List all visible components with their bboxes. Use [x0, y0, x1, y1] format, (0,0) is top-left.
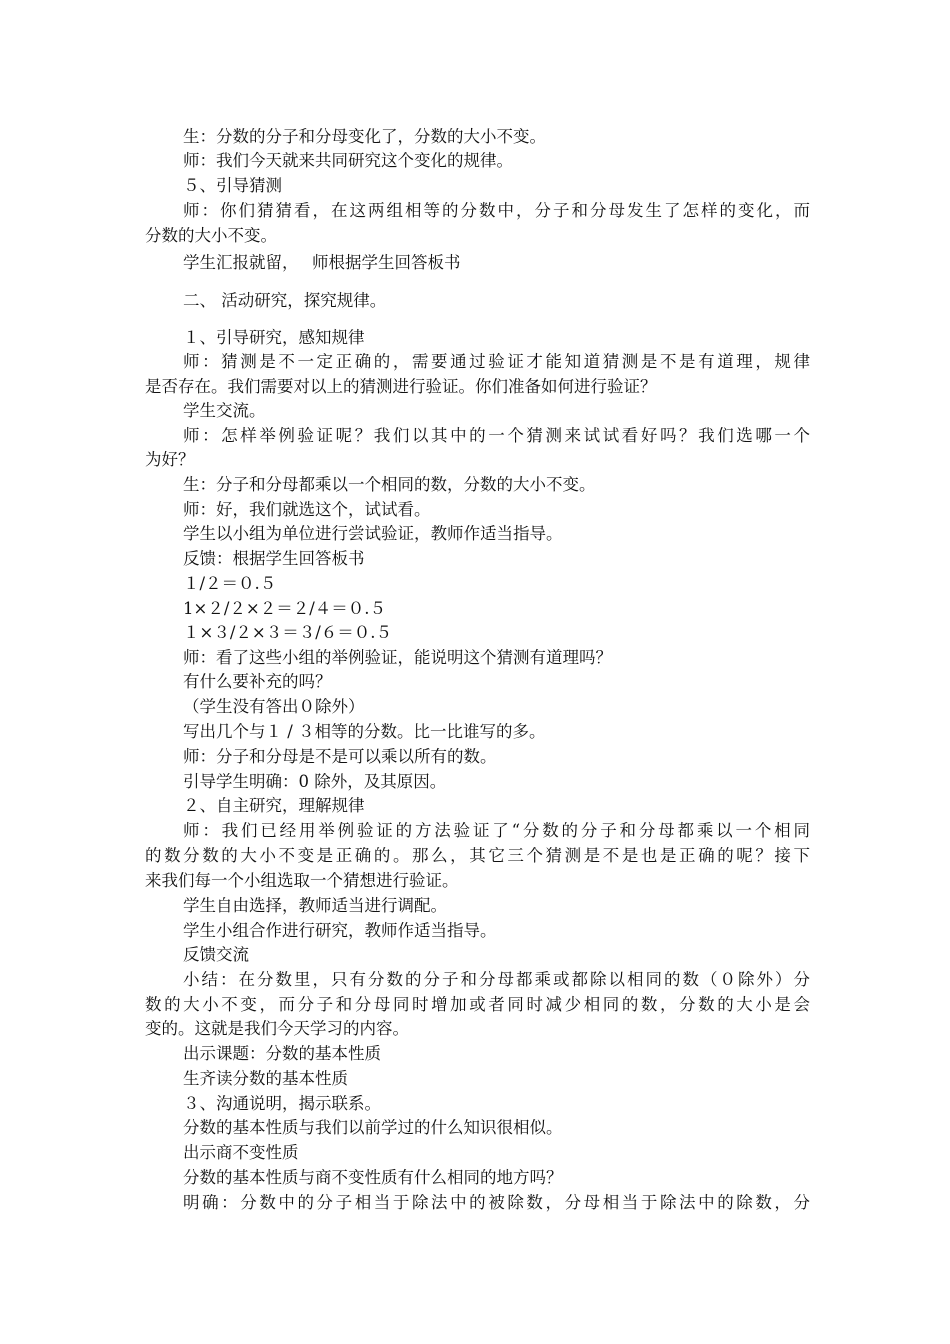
text-line: 小结：在分数里，只有分数的分子和分母都乘或都除以相同的数（０除外）分	[183, 970, 810, 989]
text-line: 明确：分数中的分子相当于除法中的被除数，分母相当于除法中的除数，分	[183, 1193, 810, 1212]
text-line: 学生自由选择，教师适当进行调配。	[183, 896, 447, 915]
equation-line: １/２＝０.５	[183, 574, 277, 593]
equation-line: 1×２/２×２＝２/４＝０.５	[183, 599, 387, 618]
text-line: 是否存在。我们需要对以上的猜测进行验证。你们准备如何进行验证？	[145, 377, 657, 396]
text-line: 反馈交流	[183, 945, 249, 964]
text-line: 为好？	[145, 450, 195, 469]
text-line: 师：看了这些小组的举例验证，能说明这个猜测有道理吗？	[183, 648, 612, 667]
equation-line: １×３/２×３＝３/６＝０.５	[183, 623, 393, 642]
text-line: 变的。这就是我们今天学习的内容。	[145, 1019, 409, 1038]
text-line: 出示商不变性质	[183, 1143, 299, 1162]
section-heading: ５、引导猜测	[183, 176, 282, 195]
text-line: 的数分数的大小不变是正确的。那么，其它三个猜测是不是也是正确的呢？接下	[145, 846, 810, 865]
text-line: 分数的基本性质与商不变性质有什么相同的地方吗？	[183, 1168, 563, 1187]
text-line: （学生没有答出０除外）	[183, 697, 365, 716]
text-line: 学生交流。	[183, 401, 266, 420]
section-heading: ３、沟通说明，揭示联系。	[183, 1094, 381, 1113]
text-line: 学生以小组为单位进行尝试验证，教师作适当指导。	[183, 524, 563, 543]
section-heading: 二、 活动研究，探究规律。	[183, 291, 387, 310]
text-line: 引导学生明确：0 除外，及其原因。	[183, 772, 447, 791]
text-line: 分数的大小不变。	[145, 226, 277, 245]
text-line: 有什么要补充的吗？	[183, 672, 332, 691]
text-line: 生齐读分数的基本性质	[183, 1069, 348, 1088]
section-heading: ２、自主研究，理解规律	[183, 796, 365, 815]
text-line: 来我们每一个小组选取一个猜想进行验证。	[145, 871, 459, 890]
text-line: 生：分数的分子和分母变化了，分数的大小不变。	[183, 127, 546, 146]
text-line: 师：我们今天就来共同研究这个变化的规律。	[183, 151, 513, 170]
section-heading: １、引导研究，感知规律	[183, 328, 365, 347]
text-line: 写出几个与１ / ３相等的分数。比一比谁写的多。	[183, 722, 546, 741]
text-line: 学生小组合作进行研究，教师作适当指导。	[183, 921, 497, 940]
text-line: 生：分子和分母都乘以一个相同的数，分数的大小不变。	[183, 475, 596, 494]
text-line: 反馈：根据学生回答板书	[183, 549, 365, 568]
text-line: 数的大小不变，而分子和分母同时增加或者同时减少相同的数，分数的大小是会	[145, 995, 810, 1014]
text-line: 师：怎样举例验证呢？我们以其中的一个猜测来试试看好吗？我们选哪一个	[183, 426, 810, 445]
text-line: 出示课题：分数的基本性质	[183, 1044, 381, 1063]
text-line: 师：猜测是不一定正确的，需要通过验证才能知道猜测是不是有道理，规律	[183, 352, 810, 371]
text-line: 师：你们猜猜看，在这两组相等的分数中，分子和分母发生了怎样的变化，而	[183, 201, 810, 220]
text-line: 师：我们已经用举例验证的方法验证了“分数的分子和分母都乘以一个相同	[183, 821, 810, 840]
text-line: 学生汇报就留， 师根据学生回答板书	[183, 253, 461, 272]
text-line: 师：好，我们就选这个，试试看。	[183, 500, 431, 519]
text-line: 分数的基本性质与我们以前学过的什么知识很相似。	[183, 1118, 563, 1137]
text-line: 师：分子和分母是不是可以乘以所有的数。	[183, 747, 497, 766]
